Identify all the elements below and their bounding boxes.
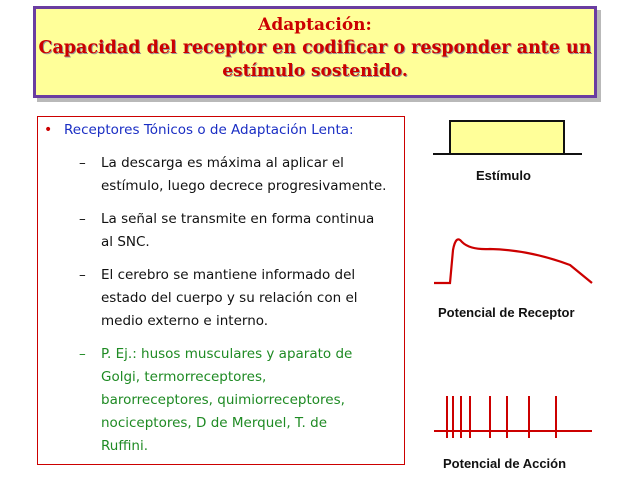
receptor-potential-label: Potencial de Receptor bbox=[438, 305, 575, 320]
item-4-line-3: barorreceptores, quimiorreceptores, bbox=[101, 392, 345, 408]
item-1-line-1: La descarga es máxima al aplicar el bbox=[101, 155, 344, 171]
dash-icon: – bbox=[79, 211, 86, 227]
item-4-line-1: P. Ej.: husos musculares y aparato de bbox=[101, 346, 353, 362]
item-2-line-2: al SNC. bbox=[101, 234, 150, 250]
content-box bbox=[37, 116, 405, 465]
dash-icon: – bbox=[79, 267, 86, 283]
receptor-potential-trace bbox=[434, 239, 592, 283]
item-4-line-5: Ruffini. bbox=[101, 438, 148, 454]
title-line-2: Capacidad del receptor en codificar o responder ante un bbox=[38, 38, 592, 58]
item-4-line-4: nociceptores, D de Merquel, T. de bbox=[101, 415, 327, 431]
stimulus-diagram bbox=[430, 116, 590, 166]
stimulus-pulse bbox=[450, 121, 564, 154]
title-box bbox=[33, 6, 597, 98]
receptor-potential-diagram bbox=[430, 228, 600, 288]
title-line-1: Adaptación: bbox=[258, 15, 372, 35]
action-potential-label: Potencial de Acción bbox=[443, 456, 567, 471]
bullet-icon: • bbox=[44, 122, 53, 138]
item-4-line-2: Golgi, termorreceptores, bbox=[101, 369, 267, 385]
item-2-line-1: La señal se transmite en forma continua bbox=[101, 211, 375, 227]
item-3-line-2: estado del cuerpo y su relación con el bbox=[101, 290, 358, 306]
item-3-line-1: El cerebro se mantiene informado del bbox=[101, 267, 356, 283]
dash-icon: – bbox=[79, 346, 86, 362]
item-1-line-2: estímulo, luego decrece progresivamente. bbox=[101, 178, 387, 194]
dash-icon: – bbox=[79, 155, 86, 171]
action-potential-diagram bbox=[430, 388, 600, 448]
heading-tonic-receptors: Receptores Tónicos o de Adaptación Lenta: bbox=[64, 122, 354, 138]
title-line-3: estímulo sostenido. bbox=[222, 61, 408, 81]
item-3-line-3: medio externo e interno. bbox=[101, 313, 269, 329]
stimulus-label: Estímulo bbox=[476, 168, 531, 183]
